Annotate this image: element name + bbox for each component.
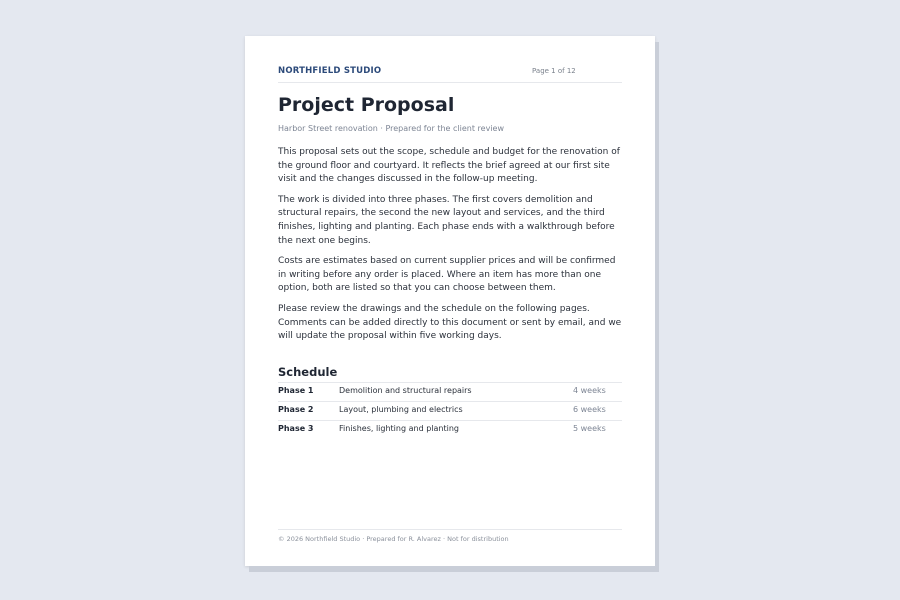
phase-label: Phase 1 (278, 386, 314, 395)
phase-duration: 6 weeks (573, 405, 606, 414)
schedule-row (278, 402, 622, 421)
page-footer: © 2026 Northfield Studio · Prepared for R. Alvarez · Not for distribution (278, 529, 622, 543)
phase-description: Layout, plumbing and electrics (339, 405, 463, 414)
phase-duration: 5 weeks (573, 424, 606, 433)
phase-label: Phase 2 (278, 405, 314, 414)
document-body (278, 146, 624, 351)
brand-name: NORTHFIELD STUDIO (278, 66, 382, 76)
body-paragraph: This proposal sets out the scope, schedule and budget for the renovation of the ground floor and courtyard. It reflects the brief agreed at our first site visit and the changes discussed in the follow-up meeting. (278, 147, 620, 185)
phase-duration: 4 weeks (573, 386, 606, 395)
phase-label: Phase 3 (278, 424, 314, 433)
body-paragraph: Please review the drawings and the schedule on the following pages. Comments can be added directly to this document or sent by email, and we will update the proposal within five working days. (278, 303, 622, 342)
document-subtitle: Harbor Street renovation · Prepared for the client review (278, 124, 504, 133)
body-paragraph: Costs are estimates based on current supplier prices and will be confirmed in writing before any order is placed. Where an item has more than one option, both are listed so that you can choose between them. (278, 256, 616, 294)
document-title: Project Proposal (278, 94, 455, 116)
schedule-heading: Schedule (278, 365, 338, 379)
schedule-row (278, 383, 622, 402)
body-paragraph: The work is divided into three phases. The first covers demolition and structural repairs, the second the new layout and services, and the third finishes, lighting and planting. Each phase ends with a walkthrough before the next one begins. (278, 194, 615, 246)
phase-description: Demolition and structural repairs (339, 386, 472, 395)
page-indicator: Page 1 of 12 (532, 67, 576, 75)
document-page (245, 36, 655, 566)
page-header (278, 66, 622, 83)
schedule-row (278, 421, 622, 439)
phase-description: Finishes, lighting and planting (339, 424, 459, 433)
schedule-table (278, 382, 622, 439)
